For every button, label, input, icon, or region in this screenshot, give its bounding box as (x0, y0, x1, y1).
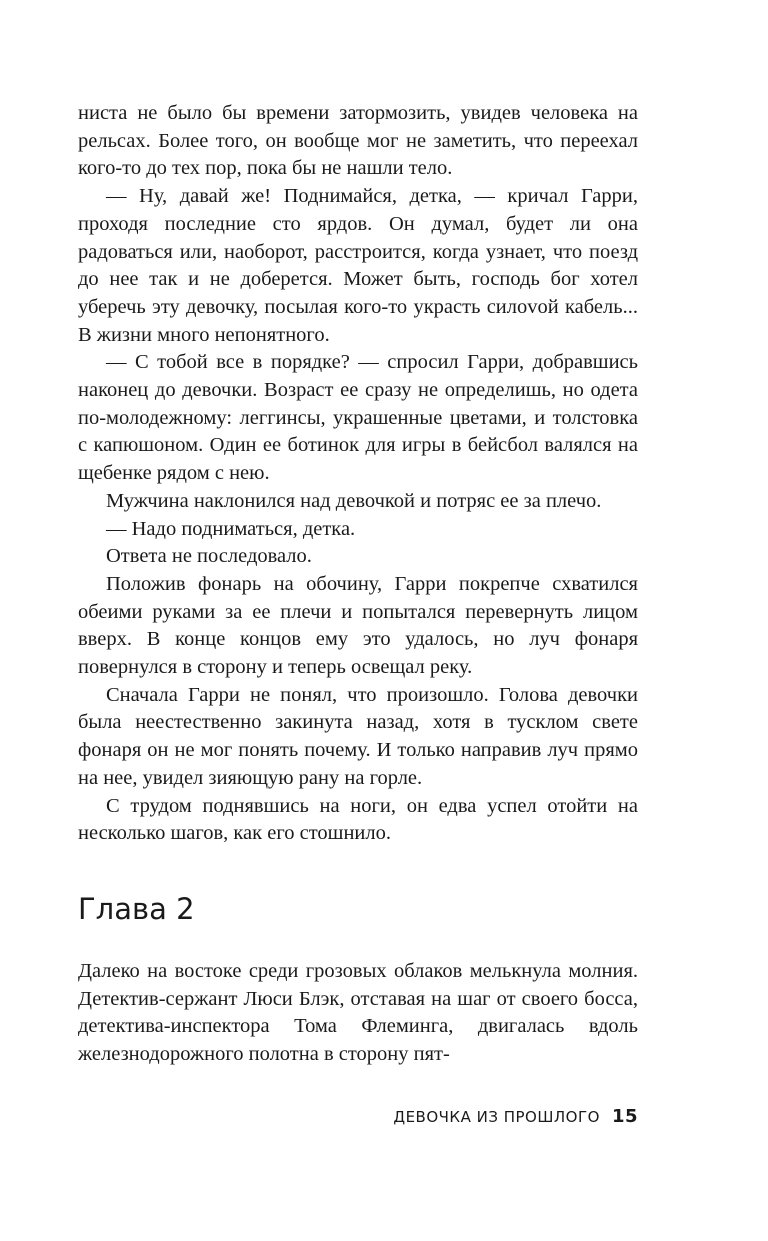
page-body (78, 100, 638, 1069)
paragraph-3: — С тобой все в порядке? — спросил Гарри, добравшись наконец до девочки. Возраст ее сразу не определишь, но одета по-молодежному: леггинсы, украшенные цветами, и толстовка с капюшоном. Один ее ботинок для игры в бейсбол валялся на щебенке рядом с нею. (78, 351, 638, 485)
paragraph-4: Мужчина наклонился над девочкой и потряс ее за плечо. (106, 489, 602, 512)
chapter-title: Глава 2 (78, 891, 195, 926)
footer-book-title: ДЕВОЧКА ИЗ ПРОШЛОГО (393, 1108, 600, 1126)
paragraph-6: Ответа не последовало. (106, 545, 312, 568)
paragraph-5: — Надо подниматься, детка. (106, 517, 356, 540)
paragraph-10: Далеко на востоке среди грозовых облаков мелькнула молния. Детектив-сержант Люси Блэк, отставая на шаг от своего босса, детектива-инспектора Тома Флеминга, двигалась вдоль железнодорожного полотна в сторону пят- (78, 959, 638, 1066)
paragraph-1: ниста не было бы времени затормозить, увидев человека на рельсах. Более того, он вообще мог не заметить, что переехал кого-то до тех пор, пока бы не нашли тело. (78, 102, 638, 180)
footer-page-number: 15 (611, 1106, 638, 1127)
paragraph-9: С трудом поднявшись на ноги, он едва успел отойти на несколько шагов, как его стошнило. (78, 794, 638, 845)
paragraph-8: Сначала Гарри не понял, что произошло. Голова девочки была неестественно закинута назад, хотя в тусклом свете фонаря он не мог понять почему. И только направив луч прямо на нее, увидел зияющую рану на горле. (78, 683, 638, 789)
paragraph-2: — Ну, давай же! Поднимайся, детка, — кричал Гарри, проходя последние сто ярдов. Он думал, будет ли она радоваться или, наоборот, расстроится, когда узнает, что поезд до нее так и не доберется. Может быть, господь бог хотел уберечь эту девочку, посылая кого-то украсть силоvой кабель... В жизни много непонятного. (78, 185, 638, 346)
running-footer (393, 1106, 638, 1127)
paragraph-7: Положив фонарь на обочину, Гарри покрепче схватился обеими руками за ее плечи и попытался перевернуть лицом вверх. В конце концов ему это удалось, но луч фонаря повернулся в сторону и теперь освещал реку. (78, 572, 638, 679)
